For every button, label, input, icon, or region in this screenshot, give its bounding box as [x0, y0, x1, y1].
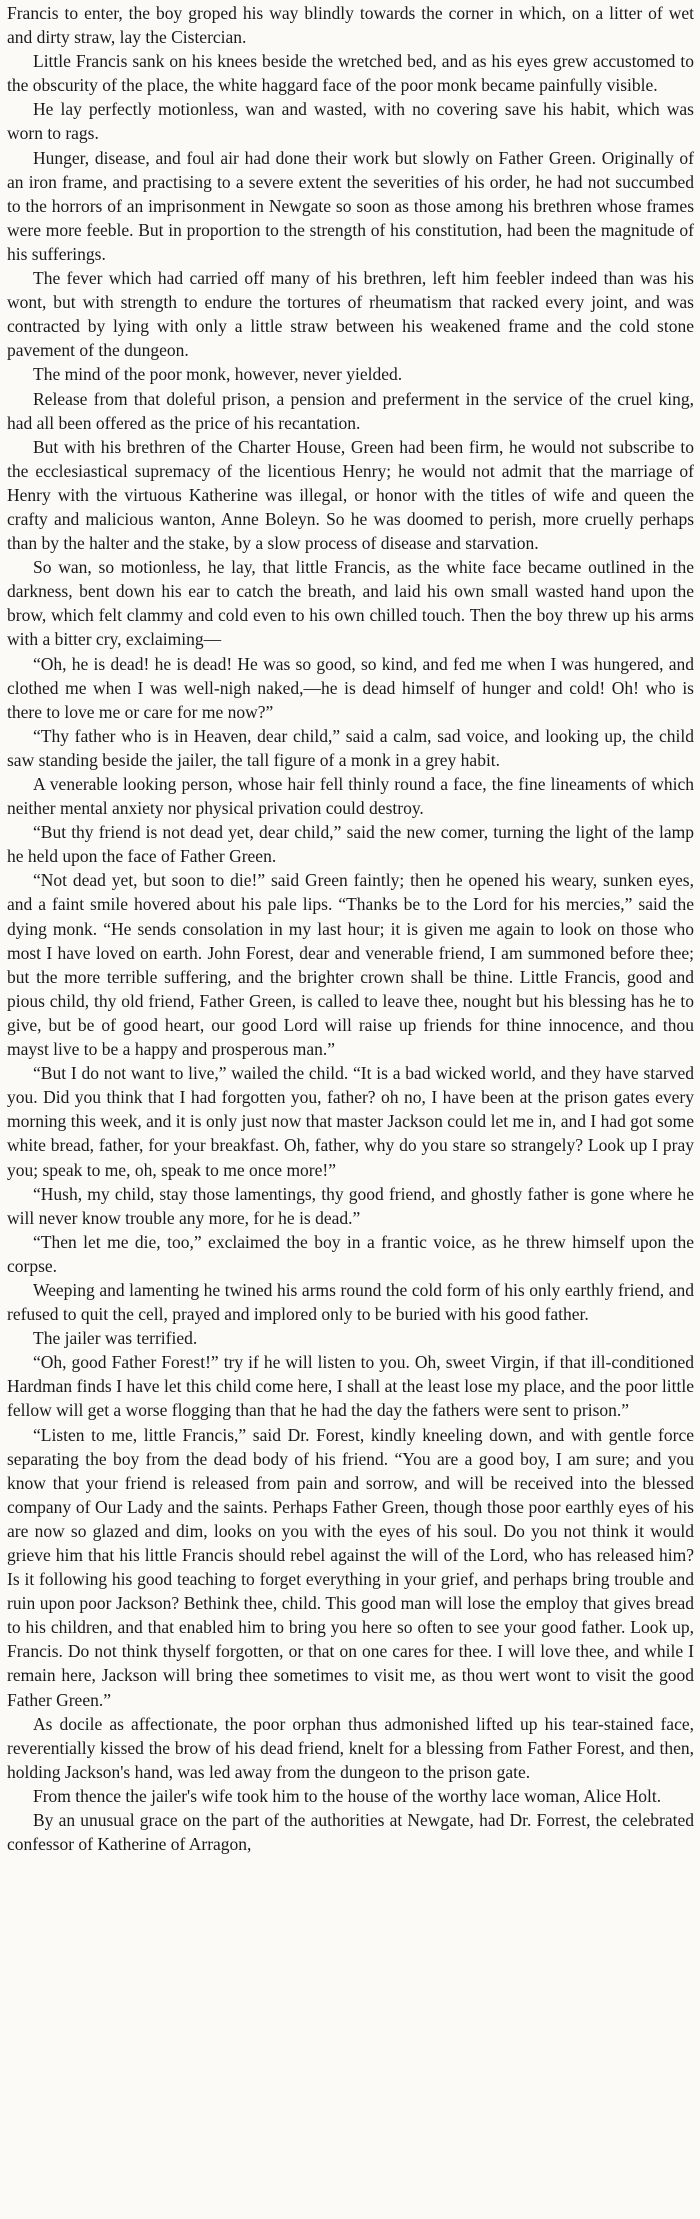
paragraph: “Hush, my child, stay those lamentings, thy good friend, and ghostly father is gone where he will never know trouble any more, for he is dead.” — [7, 1183, 694, 1228]
paragraph: “Listen to me, little Francis,” said Dr. Forest, kindly kneeling down, and with gentle force separating the boy from the dead body of his friend. “You are a good boy, I am sure; and you know that your friend is released from pain and sorrow, and will be received into the blessed company of Our Lady and the saints. Perhaps Father Green, though those poor earthly eyes of his are now so glazed and dim, looks on you with the eyes of his soul. Do you not think it would grieve him that his little Francis should rebel against the will of the Lord, who has released him? Is it following his good teaching to forget everything in your grief, and perhaps bring trouble and ruin upon poor Jackson? Bethink thee, child. This good man will lose the employ that gives bread to his children, and that enabled him to bring you here so often to see your good father. Look up, Francis. Do not think thyself forgotten, or that on one cares for thee. I will love thee, and while I remain here, Jackson will bring thee sometimes to visit me, as thou wert wont to visit the good Father Green.” — [7, 1424, 694, 1710]
text-column — [7, 1, 694, 1856]
paragraph: “Oh, good Father Forest!” try if he will listen to you. Oh, sweet Virgin, if that ill-conditioned Hardman finds I have let this child come here, I shall at the least lose my place, and the poor little fellow will get a worse flogging than that he had the day the fathers were sent to prison.” — [7, 1352, 694, 1421]
paragraph: “Not dead yet, but soon to die!” said Green faintly; then he opened his weary, sunken eyes, and a faint smile hovered about his pale lips. “Thanks be to the Lord for his mercies,” said the dying monk. “He sends consolation in my last hour; it is given me again to look on those who most I have loved on earth. John Forest, dear and venerable friend, I am summoned before thee; but the more terrible suffering, and the brighter crown shall be thine. Little Francis, good and pious child, thy old friend, Father Green, is called to leave thee, nought but his blessing has he to give, but be of good heart, our good Lord will raise up friends for thine innocence, and thou mayst live to be a happy and prosperous man.” — [7, 870, 694, 1060]
paragraph: “But thy friend is not dead yet, dear child,” said the new comer, turning the light of the lamp he held upon the face of Father Green. — [7, 822, 694, 867]
paragraph: He lay perfectly motionless, wan and wasted, with no covering save his habit, which was worn to rags. — [7, 99, 694, 144]
paragraph: From thence the jailer's wife took him to the house of the worthy lace woman, Alice Holt. — [33, 1785, 662, 1806]
paragraph: Hunger, disease, and foul air had done their work but slowly on Father Green. Originally of an iron frame, and practising to a severe extent the severities of his order, he had not succumbed to the horrors of an imprisonment in Newgate so soon as those among his brethren whose frames were more feeble. But in proportion to the strength of his constitution, had been the magnitude of his sufferings. — [7, 147, 694, 264]
paragraph: “Oh, he is dead! he is dead! He was so good, so kind, and fed me when I was hungered, and clothed me when I was well-nigh naked,—he is dead himself of hunger and cold! Oh! who is there to love me or care for me now?” — [7, 653, 694, 722]
paragraph: As docile as affectionate, the poor orphan thus admonished lifted up his tear-stained face, reverentially kissed the brow of his dead friend, knelt for a blessing from Father Forest, and then, holding Jackson's hand, was led away from the dungeon to the prison gate. — [7, 1713, 694, 1782]
paragraph: So wan, so motionless, he lay, that little Francis, as the white face became outlined in the darkness, bent down his ear to catch the breath, and laid his own small wasted hand upon the brow, which felt clammy and cold even to his own chilled touch. Then the boy threw up his arms with a bitter cry, exclaiming— — [7, 557, 694, 650]
paragraph: A venerable looking person, whose hair fell thinly round a face, the fine lineaments of which neither mental anxiety nor physical privation could destroy. — [7, 774, 694, 819]
paragraph: “Thy father who is in Heaven, dear child,” said a calm, sad voice, and looking up, the child saw standing beside the jailer, the tall figure of a monk in a grey habit. — [7, 725, 694, 770]
paragraph: But with his brethren of the Charter House, Green had been firm, he would not subscribe to the ecclesiastical supremacy of the licentious Henry; he would not admit that the marriage of Henry with the virtuous Katherine was illegal, or honor with the titles of wife and queen the crafty and malicious wanton, Anne Boleyn. So he was doomed to perish, more cruelly perhaps than by the halter and the stake, by a slow process of disease and starvation. — [7, 436, 694, 554]
paragraph: Release from that doleful prison, a pension and preferment in the service of the cruel king, had all been offered as the price of his recantation. — [7, 388, 694, 433]
paragraph: Francis to enter, the boy groped his way blindly towards the corner in which, on a litter of wet and dirty straw, lay the Cistercian. — [7, 3, 694, 48]
paragraph: The jailer was terrified. — [33, 1328, 198, 1349]
paragraph: The fever which had carried off many of his brethren, left him feebler indeed than was his wont, but with strength to endure the tortures of rheumatism that racked every joint, and was contracted by lying with only a little straw between his weakened frame and the cold stone pavement of the dungeon. — [7, 268, 694, 361]
paragraph: Little Francis sank on his knees beside the wretched bed, and as his eyes grew accustomed to the obscurity of the place, the white haggard face of the poor monk became painfully visible. — [7, 51, 694, 96]
paragraph: Weeping and lamenting he twined his arms round the cold form of his only earthly friend, and refused to quit the cell, prayed and implored only to be buried with his good father. — [7, 1279, 694, 1325]
paragraph: By an unusual grace on the part of the authorities at Newgate, had Dr. Forrest, the celebrated confessor of Katherine of Arragon, — [7, 1810, 694, 1855]
paragraph: “Then let me die, too,” exclaimed the boy in a frantic voice, as he threw himself upon the corpse. — [7, 1231, 694, 1276]
paragraph: “But I do not want to live,” wailed the child. “It is a bad wicked world, and they have starved you. Did you think that I had forgotten you, father? oh no, I have been at the prison gates every morning this week, and it is only just now that master Jackson could let me in, and I had got some white bread, father, for your breakfast. Oh, father, why do you stare so strangely? Look up I pray you; speak to me, oh, speak to me once more!” — [7, 1063, 694, 1180]
paragraph: The mind of the poor monk, however, never yielded. — [33, 364, 403, 385]
